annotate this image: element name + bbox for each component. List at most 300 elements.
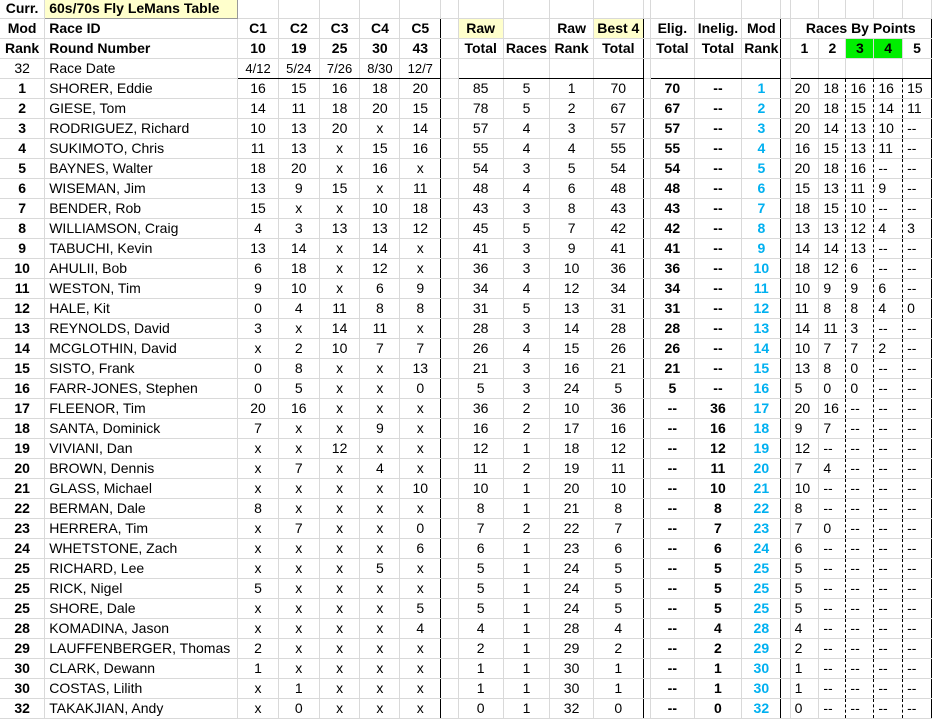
mod-rank-cell[interactable]: 30: [0, 659, 45, 679]
elig-total-cell[interactable]: --: [651, 539, 695, 559]
mod-rank-cell[interactable]: 11: [0, 279, 45, 299]
race-c3-cell[interactable]: 20: [319, 119, 360, 139]
elig-total-cell[interactable]: 43: [651, 199, 695, 219]
inelig-total-cell[interactable]: --: [694, 99, 742, 119]
points-2-cell[interactable]: 18: [819, 99, 846, 119]
points-3-cell[interactable]: --: [846, 459, 874, 479]
race-c5-cell[interactable]: x: [400, 319, 441, 339]
elig-total-cell[interactable]: --: [651, 399, 695, 419]
mod-rank-result-cell[interactable]: 5: [742, 159, 781, 179]
points-2-cell[interactable]: 0: [819, 519, 846, 539]
racer-name-cell[interactable]: VIVIANI, Dan: [45, 439, 238, 459]
race-c3-cell[interactable]: x: [319, 259, 360, 279]
mod-rank-result-cell[interactable]: 32: [742, 699, 781, 719]
race-c5-cell[interactable]: x: [400, 579, 441, 599]
racer-name-cell[interactable]: SUKIMOTO, Chris: [45, 139, 238, 159]
mod-rank-cell[interactable]: 8: [0, 219, 45, 239]
best4-total-cell[interactable]: 31: [594, 299, 643, 319]
points-4-cell[interactable]: --: [874, 639, 903, 659]
raw-rank-cell[interactable]: 15: [550, 339, 594, 359]
race-c5-cell[interactable]: 15: [400, 99, 441, 119]
race-c3-cell[interactable]: x: [319, 419, 360, 439]
elig-total-cell[interactable]: 70: [651, 79, 695, 99]
best4-total-cell[interactable]: 41: [594, 239, 643, 259]
points-5-cell[interactable]: --: [903, 139, 932, 159]
inelig-total-cell[interactable]: --: [694, 119, 742, 139]
mod-rank-result-cell[interactable]: 14: [742, 339, 781, 359]
raw-rank-cell[interactable]: 3: [550, 119, 594, 139]
points-2-cell[interactable]: --: [819, 659, 846, 679]
points-2-cell[interactable]: --: [819, 559, 846, 579]
points-3-cell[interactable]: 7: [846, 339, 874, 359]
raw-total-cell[interactable]: 36: [458, 399, 503, 419]
points-2-cell[interactable]: 8: [819, 299, 846, 319]
best4-total-cell[interactable]: 1: [594, 679, 643, 699]
raw-total-cell[interactable]: 28: [458, 319, 503, 339]
best4-total-cell[interactable]: 10: [594, 479, 643, 499]
racer-name-cell[interactable]: WESTON, Tim: [45, 279, 238, 299]
elig-total-cell[interactable]: --: [651, 499, 695, 519]
points-5-cell[interactable]: --: [903, 359, 932, 379]
points-3-cell[interactable]: 0: [846, 359, 874, 379]
elig-total-cell[interactable]: 41: [651, 239, 695, 259]
points-3-cell[interactable]: 10: [846, 199, 874, 219]
points-3-cell[interactable]: 13: [846, 239, 874, 259]
racer-name-cell[interactable]: BAYNES, Walter: [45, 159, 238, 179]
racer-name-cell[interactable]: REYNOLDS, David: [45, 319, 238, 339]
date-c1[interactable]: 4/12: [238, 59, 279, 79]
race-c1-cell[interactable]: 8: [238, 499, 279, 519]
points-1-cell[interactable]: 11: [790, 299, 819, 319]
points-4-cell[interactable]: 6: [874, 279, 903, 299]
points-1-cell[interactable]: 1: [790, 659, 819, 679]
points-1-cell[interactable]: 0: [790, 699, 819, 719]
points-2-cell[interactable]: 7: [819, 339, 846, 359]
racer-name-cell[interactable]: FARR-JONES, Stephen: [45, 379, 238, 399]
race-header-c5[interactable]: C5: [400, 19, 441, 39]
points-2-cell[interactable]: --: [819, 539, 846, 559]
race-c2-cell[interactable]: 15: [278, 79, 319, 99]
best4-total-cell[interactable]: 4: [594, 619, 643, 639]
points-2-cell[interactable]: --: [819, 699, 846, 719]
points-4-cell[interactable]: --: [874, 539, 903, 559]
points-2-cell[interactable]: 18: [819, 79, 846, 99]
raw-rank-cell[interactable]: 6: [550, 179, 594, 199]
points-1-cell[interactable]: 5: [790, 599, 819, 619]
points-5-cell[interactable]: 15: [903, 79, 932, 99]
race-c4-cell[interactable]: x: [360, 579, 400, 599]
race-c1-cell[interactable]: x: [238, 459, 279, 479]
race-c4-cell[interactable]: 15: [360, 139, 400, 159]
race-c3-cell[interactable]: 18: [319, 99, 360, 119]
race-c1-cell[interactable]: x: [238, 339, 279, 359]
points-5-cell[interactable]: 11: [903, 99, 932, 119]
raw-total-cell[interactable]: 4: [458, 619, 503, 639]
race-c1-cell[interactable]: 0: [238, 379, 279, 399]
inelig-total-cell[interactable]: 5: [694, 599, 742, 619]
points-5-cell[interactable]: --: [903, 159, 932, 179]
points-5-cell[interactable]: --: [903, 439, 932, 459]
race-c3-cell[interactable]: x: [319, 359, 360, 379]
raw-rank-cell[interactable]: 30: [550, 679, 594, 699]
racer-name-cell[interactable]: GLASS, Michael: [45, 479, 238, 499]
elig-total-cell[interactable]: 54: [651, 159, 695, 179]
race-c4-cell[interactable]: x: [360, 359, 400, 379]
race-c5-cell[interactable]: 0: [400, 379, 441, 399]
race-c4-cell[interactable]: x: [360, 539, 400, 559]
raw-total-cell[interactable]: 6: [458, 539, 503, 559]
racer-name-cell[interactable]: HERRERA, Tim: [45, 519, 238, 539]
race-c2-cell[interactable]: 16: [278, 399, 319, 419]
elig-total-cell[interactable]: 48: [651, 179, 695, 199]
race-c4-cell[interactable]: x: [360, 619, 400, 639]
inelig-total-cell[interactable]: 7: [694, 519, 742, 539]
points-4-cell[interactable]: --: [874, 579, 903, 599]
points-5-cell[interactable]: --: [903, 399, 932, 419]
races-count-cell[interactable]: 1: [503, 579, 549, 599]
race-c5-cell[interactable]: 6: [400, 539, 441, 559]
race-c4-cell[interactable]: 4: [360, 459, 400, 479]
racer-name-cell[interactable]: KOMADINA, Jason: [45, 619, 238, 639]
mod-rank-cell[interactable]: 25: [0, 559, 45, 579]
raw-total-cell[interactable]: 7: [458, 519, 503, 539]
race-c3-cell[interactable]: x: [319, 379, 360, 399]
rank-header[interactable]: Rank: [0, 39, 45, 59]
mod-rank-result-cell[interactable]: 2: [742, 99, 781, 119]
race-header-c1[interactable]: C1: [238, 19, 279, 39]
mod-rank-cell[interactable]: 13: [0, 319, 45, 339]
mod-rank-cell[interactable]: 16: [0, 379, 45, 399]
mod-rank-result-cell[interactable]: 19: [742, 439, 781, 459]
race-c4-cell[interactable]: x: [360, 179, 400, 199]
mod-rank-result-cell[interactable]: 10: [742, 259, 781, 279]
races-count-cell[interactable]: 2: [503, 399, 549, 419]
best4-total-cell[interactable]: 0: [594, 699, 643, 719]
points-1-cell[interactable]: 13: [790, 219, 819, 239]
mod-rank-cell[interactable]: 19: [0, 439, 45, 459]
raw-rank-cell[interactable]: 19: [550, 459, 594, 479]
points-4-cell[interactable]: 4: [874, 219, 903, 239]
points-2-cell[interactable]: 0: [819, 379, 846, 399]
mod-rank-cell[interactable]: 24: [0, 539, 45, 559]
points-2-cell[interactable]: 8: [819, 359, 846, 379]
points-header-1[interactable]: 1: [790, 39, 819, 59]
race-c3-cell[interactable]: x: [319, 499, 360, 519]
race-c2-cell[interactable]: 13: [278, 119, 319, 139]
elig-total-cell[interactable]: --: [651, 559, 695, 579]
races-count-cell[interactable]: 1: [503, 479, 549, 499]
race-c4-cell[interactable]: x: [360, 639, 400, 659]
points-4-cell[interactable]: --: [874, 519, 903, 539]
inelig-total-cell[interactable]: --: [694, 199, 742, 219]
races-count-cell[interactable]: 1: [503, 439, 549, 459]
raw-rank-cell[interactable]: 14: [550, 319, 594, 339]
race-c2-cell[interactable]: 7: [278, 459, 319, 479]
mod-rank-cell[interactable]: 17: [0, 399, 45, 419]
race-c1-cell[interactable]: 0: [238, 299, 279, 319]
races-count-cell[interactable]: 1: [503, 539, 549, 559]
points-3-cell[interactable]: 15: [846, 99, 874, 119]
race-c2-cell[interactable]: 11: [278, 99, 319, 119]
elig-total-cell[interactable]: 36: [651, 259, 695, 279]
race-c1-cell[interactable]: 10: [238, 119, 279, 139]
race-c5-cell[interactable]: x: [400, 439, 441, 459]
mod-rank-cell[interactable]: 14: [0, 339, 45, 359]
racer-name-cell[interactable]: LAUFFENBERGER, Thomas: [45, 639, 238, 659]
raw-total-cell[interactable]: 45: [458, 219, 503, 239]
points-4-cell[interactable]: --: [874, 359, 903, 379]
raw-total-cell[interactable]: 54: [458, 159, 503, 179]
elig-total-cell[interactable]: --: [651, 699, 695, 719]
points-2-cell[interactable]: 13: [819, 179, 846, 199]
race-c5-cell[interactable]: x: [400, 699, 441, 719]
race-c2-cell[interactable]: x: [278, 499, 319, 519]
inelig-total-cell[interactable]: --: [694, 319, 742, 339]
points-1-cell[interactable]: 9: [790, 419, 819, 439]
raw-total-cell[interactable]: 85: [458, 79, 503, 99]
racer-name-cell[interactable]: WHETSTONE, Zach: [45, 539, 238, 559]
points-4-cell[interactable]: --: [874, 379, 903, 399]
best4-total-cell[interactable]: 5: [594, 599, 643, 619]
race-c1-cell[interactable]: 20: [238, 399, 279, 419]
points-header-3[interactable]: 3: [846, 39, 874, 59]
points-1-cell[interactable]: 16: [790, 139, 819, 159]
points-4-cell[interactable]: --: [874, 439, 903, 459]
inelig-total-cell[interactable]: 36: [694, 399, 742, 419]
raw-rank-cell[interactable]: 17: [550, 419, 594, 439]
best4-total-cell[interactable]: 6: [594, 539, 643, 559]
race-c5-cell[interactable]: 14: [400, 119, 441, 139]
points-2-cell[interactable]: 11: [819, 319, 846, 339]
race-c5-cell[interactable]: x: [400, 239, 441, 259]
elig-total-cell[interactable]: 26: [651, 339, 695, 359]
points-1-cell[interactable]: 10: [790, 339, 819, 359]
race-c4-cell[interactable]: 8: [360, 299, 400, 319]
race-c5-cell[interactable]: x: [400, 679, 441, 699]
race-c3-cell[interactable]: x: [319, 699, 360, 719]
race-c5-cell[interactable]: 9: [400, 279, 441, 299]
points-1-cell[interactable]: 5: [790, 379, 819, 399]
points-4-cell[interactable]: 10: [874, 119, 903, 139]
raw-rank-cell[interactable]: 29: [550, 639, 594, 659]
inelig-total-cell[interactable]: 11: [694, 459, 742, 479]
inelig-total-cell[interactable]: 12: [694, 439, 742, 459]
race-c3-cell[interactable]: x: [319, 559, 360, 579]
raw-rank-cell[interactable]: 24: [550, 559, 594, 579]
raw-rank-cell[interactable]: 20: [550, 479, 594, 499]
race-c1-cell[interactable]: 9: [238, 279, 279, 299]
race-c2-cell[interactable]: 2: [278, 339, 319, 359]
race-c1-cell[interactable]: x: [238, 519, 279, 539]
points-1-cell[interactable]: 5: [790, 579, 819, 599]
race-c1-cell[interactable]: 18: [238, 159, 279, 179]
races-count-cell[interactable]: 1: [503, 599, 549, 619]
mod-rank-result-cell[interactable]: 8: [742, 219, 781, 239]
race-header-c4[interactable]: C4: [360, 19, 400, 39]
points-1-cell[interactable]: 18: [790, 259, 819, 279]
race-id-header[interactable]: Race ID: [45, 19, 238, 39]
mod-rank-result-cell[interactable]: 25: [742, 579, 781, 599]
points-1-cell[interactable]: 10: [790, 479, 819, 499]
points-1-cell[interactable]: 5: [790, 559, 819, 579]
points-4-cell[interactable]: --: [874, 479, 903, 499]
race-c4-cell[interactable]: x: [360, 499, 400, 519]
races-count-cell[interactable]: 4: [503, 119, 549, 139]
race-c2-cell[interactable]: x: [278, 639, 319, 659]
race-c3-cell[interactable]: x: [319, 659, 360, 679]
points-3-cell[interactable]: 6: [846, 259, 874, 279]
mod-rank-cell[interactable]: 4: [0, 139, 45, 159]
race-c2-cell[interactable]: 1: [278, 679, 319, 699]
points-3-cell[interactable]: --: [846, 399, 874, 419]
points-2-cell[interactable]: 9: [819, 279, 846, 299]
points-1-cell[interactable]: 7: [790, 519, 819, 539]
race-c1-cell[interactable]: 3: [238, 319, 279, 339]
best4-total-cell[interactable]: 67: [594, 99, 643, 119]
raw-rank-header[interactable]: Raw: [550, 19, 594, 39]
raw-rank-cell[interactable]: 28: [550, 619, 594, 639]
inelig-total-cell[interactable]: 2: [694, 639, 742, 659]
best4-total-cell[interactable]: 16: [594, 419, 643, 439]
best4-total-cell[interactable]: 21: [594, 359, 643, 379]
race-c3-cell[interactable]: x: [319, 239, 360, 259]
mod-rank-result-cell[interactable]: 7: [742, 199, 781, 219]
race-c4-cell[interactable]: x: [360, 379, 400, 399]
mod-rank-result-cell[interactable]: 25: [742, 559, 781, 579]
race-c3-cell[interactable]: 10: [319, 339, 360, 359]
race-c1-cell[interactable]: 13: [238, 179, 279, 199]
inelig-total-cell[interactable]: --: [694, 339, 742, 359]
races-header-2[interactable]: Races: [503, 39, 549, 59]
points-3-cell[interactable]: --: [846, 419, 874, 439]
race-c1-cell[interactable]: 13: [238, 239, 279, 259]
raw-total-cell[interactable]: 2: [458, 639, 503, 659]
points-1-cell[interactable]: 4: [790, 619, 819, 639]
racer-name-cell[interactable]: COSTAS, Lilith: [45, 679, 238, 699]
inelig-total-cell[interactable]: 8: [694, 499, 742, 519]
points-5-cell[interactable]: --: [903, 499, 932, 519]
race-c2-cell[interactable]: 0: [278, 699, 319, 719]
inelig-total-cell[interactable]: --: [694, 239, 742, 259]
race-c5-cell[interactable]: x: [400, 459, 441, 479]
race-c2-cell[interactable]: x: [278, 579, 319, 599]
race-c3-cell[interactable]: 11: [319, 299, 360, 319]
points-3-cell[interactable]: --: [846, 479, 874, 499]
race-c4-cell[interactable]: 6: [360, 279, 400, 299]
points-4-cell[interactable]: 4: [874, 299, 903, 319]
points-2-cell[interactable]: 15: [819, 139, 846, 159]
race-c2-cell[interactable]: x: [278, 319, 319, 339]
raw-total-cell[interactable]: 5: [458, 579, 503, 599]
mod-rank-cell[interactable]: 25: [0, 599, 45, 619]
best4-total-cell[interactable]: 5: [594, 579, 643, 599]
points-3-cell[interactable]: --: [846, 679, 874, 699]
mod-rank-cell[interactable]: 30: [0, 679, 45, 699]
points-3-cell[interactable]: --: [846, 699, 874, 719]
best4-total-cell[interactable]: 8: [594, 499, 643, 519]
race-c4-cell[interactable]: 11: [360, 319, 400, 339]
elig-total-cell[interactable]: 57: [651, 119, 695, 139]
date-c4[interactable]: 8/30: [360, 59, 400, 79]
racer-name-cell[interactable]: AHULII, Bob: [45, 259, 238, 279]
mod-rank-result-cell[interactable]: 30: [742, 679, 781, 699]
race-c1-cell[interactable]: 4: [238, 219, 279, 239]
race-c5-cell[interactable]: 13: [400, 359, 441, 379]
points-1-cell[interactable]: 13: [790, 359, 819, 379]
race-c2-cell[interactable]: x: [278, 199, 319, 219]
race-c4-cell[interactable]: 13: [360, 219, 400, 239]
mod-rank-result-cell[interactable]: 13: [742, 319, 781, 339]
race-c4-cell[interactable]: 10: [360, 199, 400, 219]
race-c3-cell[interactable]: 12: [319, 439, 360, 459]
raw-total-cell[interactable]: 43: [458, 199, 503, 219]
race-c1-cell[interactable]: x: [238, 559, 279, 579]
sheet-title[interactable]: 60s/70s Fly LeMans Table: [45, 0, 238, 19]
race-c2-cell[interactable]: x: [278, 559, 319, 579]
points-2-cell[interactable]: --: [819, 679, 846, 699]
race-c5-cell[interactable]: x: [400, 419, 441, 439]
raw-rank-cell[interactable]: 30: [550, 659, 594, 679]
raw-total-cell[interactable]: 8: [458, 499, 503, 519]
race-c2-cell[interactable]: x: [278, 479, 319, 499]
race-c5-cell[interactable]: x: [400, 259, 441, 279]
races-count-cell[interactable]: 4: [503, 279, 549, 299]
points-4-cell[interactable]: --: [874, 319, 903, 339]
inelig-header[interactable]: Inelig.: [694, 19, 742, 39]
races-count-cell[interactable]: 4: [503, 179, 549, 199]
mod-rank-cell[interactable]: 15: [0, 359, 45, 379]
raw-rank-cell[interactable]: 1: [550, 79, 594, 99]
mod-rank-cell[interactable]: 22: [0, 499, 45, 519]
points-header-5[interactable]: 5: [903, 39, 932, 59]
inelig-total-cell[interactable]: 16: [694, 419, 742, 439]
points-5-cell[interactable]: --: [903, 559, 932, 579]
mod-rank-result-cell[interactable]: 9: [742, 239, 781, 259]
points-1-cell[interactable]: 10: [790, 279, 819, 299]
races-count-cell[interactable]: 3: [503, 259, 549, 279]
points-5-cell[interactable]: --: [903, 199, 932, 219]
race-c1-cell[interactable]: x: [238, 439, 279, 459]
points-3-cell[interactable]: 8: [846, 299, 874, 319]
points-4-cell[interactable]: --: [874, 659, 903, 679]
races-count-cell[interactable]: 4: [503, 339, 549, 359]
race-c2-cell[interactable]: x: [278, 539, 319, 559]
points-5-cell[interactable]: --: [903, 339, 932, 359]
best4-total-cell[interactable]: 5: [594, 379, 643, 399]
inelig-total-cell[interactable]: 5: [694, 579, 742, 599]
mod-rank-result-cell[interactable]: 24: [742, 539, 781, 559]
points-5-cell[interactable]: --: [903, 579, 932, 599]
race-c5-cell[interactable]: 12: [400, 219, 441, 239]
raw-total-cell[interactable]: 0: [458, 699, 503, 719]
best4-total-cell[interactable]: 43: [594, 199, 643, 219]
race-header-c3[interactable]: C3: [319, 19, 360, 39]
elig-total-header[interactable]: Total: [651, 39, 695, 59]
race-c1-cell[interactable]: x: [238, 599, 279, 619]
races-count-cell[interactable]: 5: [503, 299, 549, 319]
racer-name-cell[interactable]: SISTO, Frank: [45, 359, 238, 379]
points-5-cell[interactable]: --: [903, 519, 932, 539]
race-c4-cell[interactable]: x: [360, 119, 400, 139]
best4-total-cell[interactable]: 11: [594, 459, 643, 479]
best4-total-cell[interactable]: 26: [594, 339, 643, 359]
best4-total-cell[interactable]: 2: [594, 639, 643, 659]
inelig-total-cell[interactable]: --: [694, 299, 742, 319]
points-3-cell[interactable]: 11: [846, 179, 874, 199]
inelig-total-cell[interactable]: --: [694, 219, 742, 239]
points-3-cell[interactable]: 13: [846, 139, 874, 159]
mod-rank-cell[interactable]: 6: [0, 179, 45, 199]
